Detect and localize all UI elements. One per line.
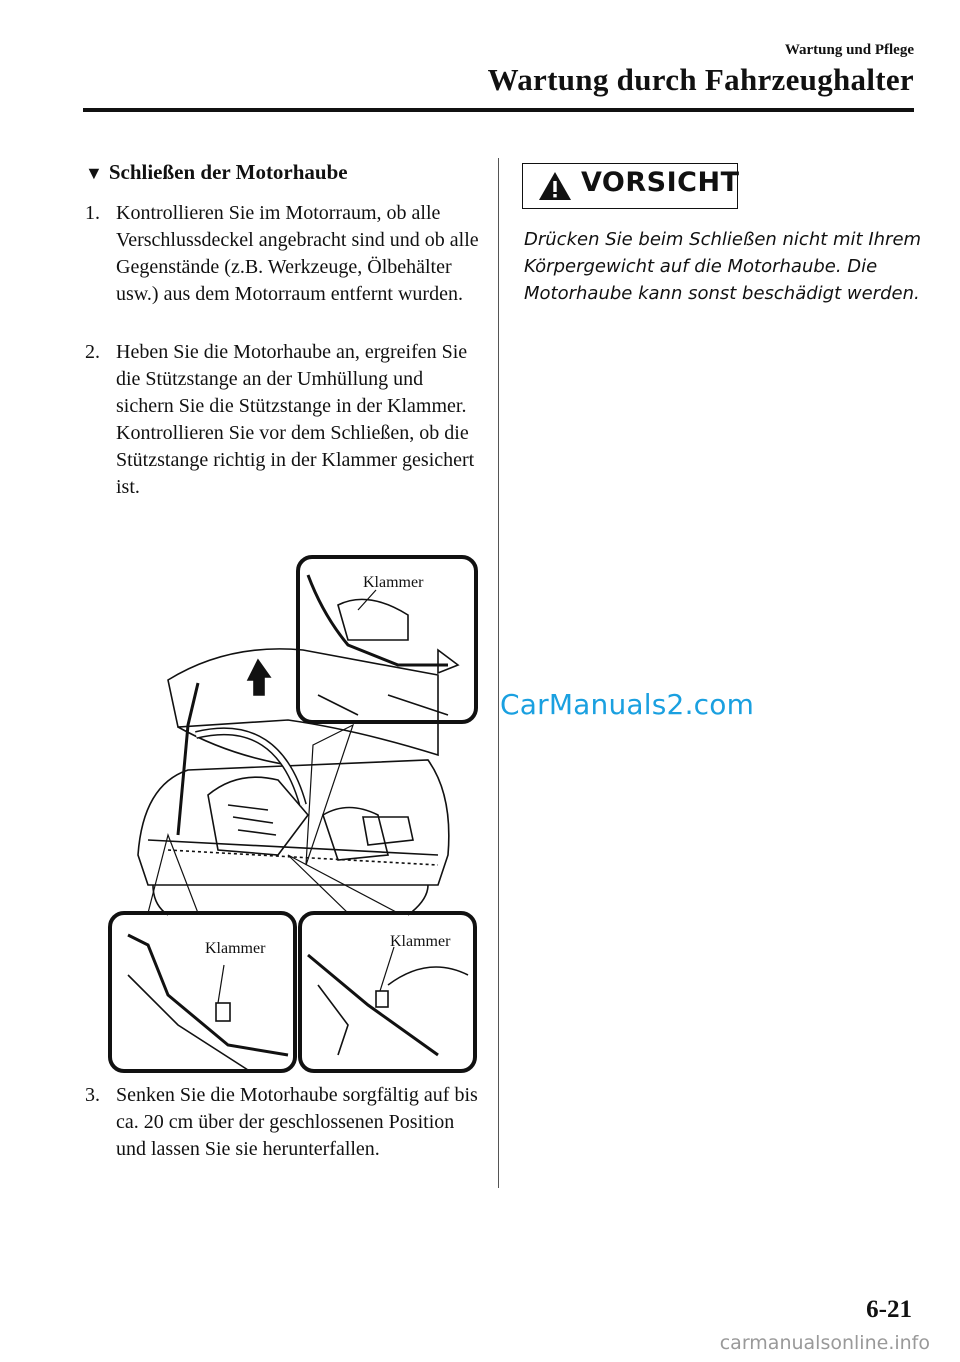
warning-box xyxy=(522,163,738,209)
clip-label-top: Klammer xyxy=(363,574,424,591)
section-label: Wartung und Pflege xyxy=(784,42,914,58)
clip-label-bottom-right: Klammer xyxy=(390,933,451,950)
header-rule xyxy=(83,108,914,112)
step-2 xyxy=(85,339,485,501)
warning-text: Drücken Sie beim Schließen nicht mit Ihrem Körpergewicht auf die Motorhaube. Die Motorhaube kann sonst beschädigt werden. xyxy=(524,229,922,304)
hood-stay-illustration xyxy=(108,555,478,1075)
chapter-title: Wartung durch Fahrzeughalter xyxy=(487,62,914,97)
engine-bay-drawing xyxy=(108,555,478,1075)
section-heading-text: Schließen der Motorhaube xyxy=(108,160,348,184)
step-1 xyxy=(85,200,485,308)
clip-label-bottom-left: Klammer xyxy=(205,940,266,957)
step-text: Senken Sie die Motorhaube sorgfältig auf bis ca. 20 cm über der geschlossenen Position und lassen Sie sie herunterfallen. xyxy=(116,1084,478,1160)
warning-triangle-icon xyxy=(537,170,573,202)
watermark-logo: CarManuals2.com xyxy=(500,688,755,721)
step-text: Kontrollieren Sie im Motorraum, ob alle Verschlussdeckel angebracht sind und ob alle Gegenstände (z.B. Werkzeuge, Ölbehälter usw.) aus dem Motorraum entfernt wurden. xyxy=(116,202,479,305)
step-number: 2. xyxy=(85,341,100,363)
footer-watermark: carmanualsonline.info xyxy=(719,1332,930,1354)
warning-title: VORSICHT xyxy=(581,167,740,198)
section-heading xyxy=(85,160,348,185)
step-3 xyxy=(85,1082,485,1163)
page-number: 6-21 xyxy=(866,1296,912,1323)
step-number: 3. xyxy=(85,1084,100,1106)
triangle-marker-icon: ▼ xyxy=(85,163,103,183)
column-divider xyxy=(498,158,499,1188)
step-number: 1. xyxy=(85,202,100,224)
step-text: Heben Sie die Motorhaube an, ergreifen Sie die Stützstange an der Umhüllung und sichern Sie die Stützstange in der Klammer. Kontrollieren Sie vor dem Schließen, ob die Stützstange richtig in der Klammer gesichert ist. xyxy=(116,341,475,498)
